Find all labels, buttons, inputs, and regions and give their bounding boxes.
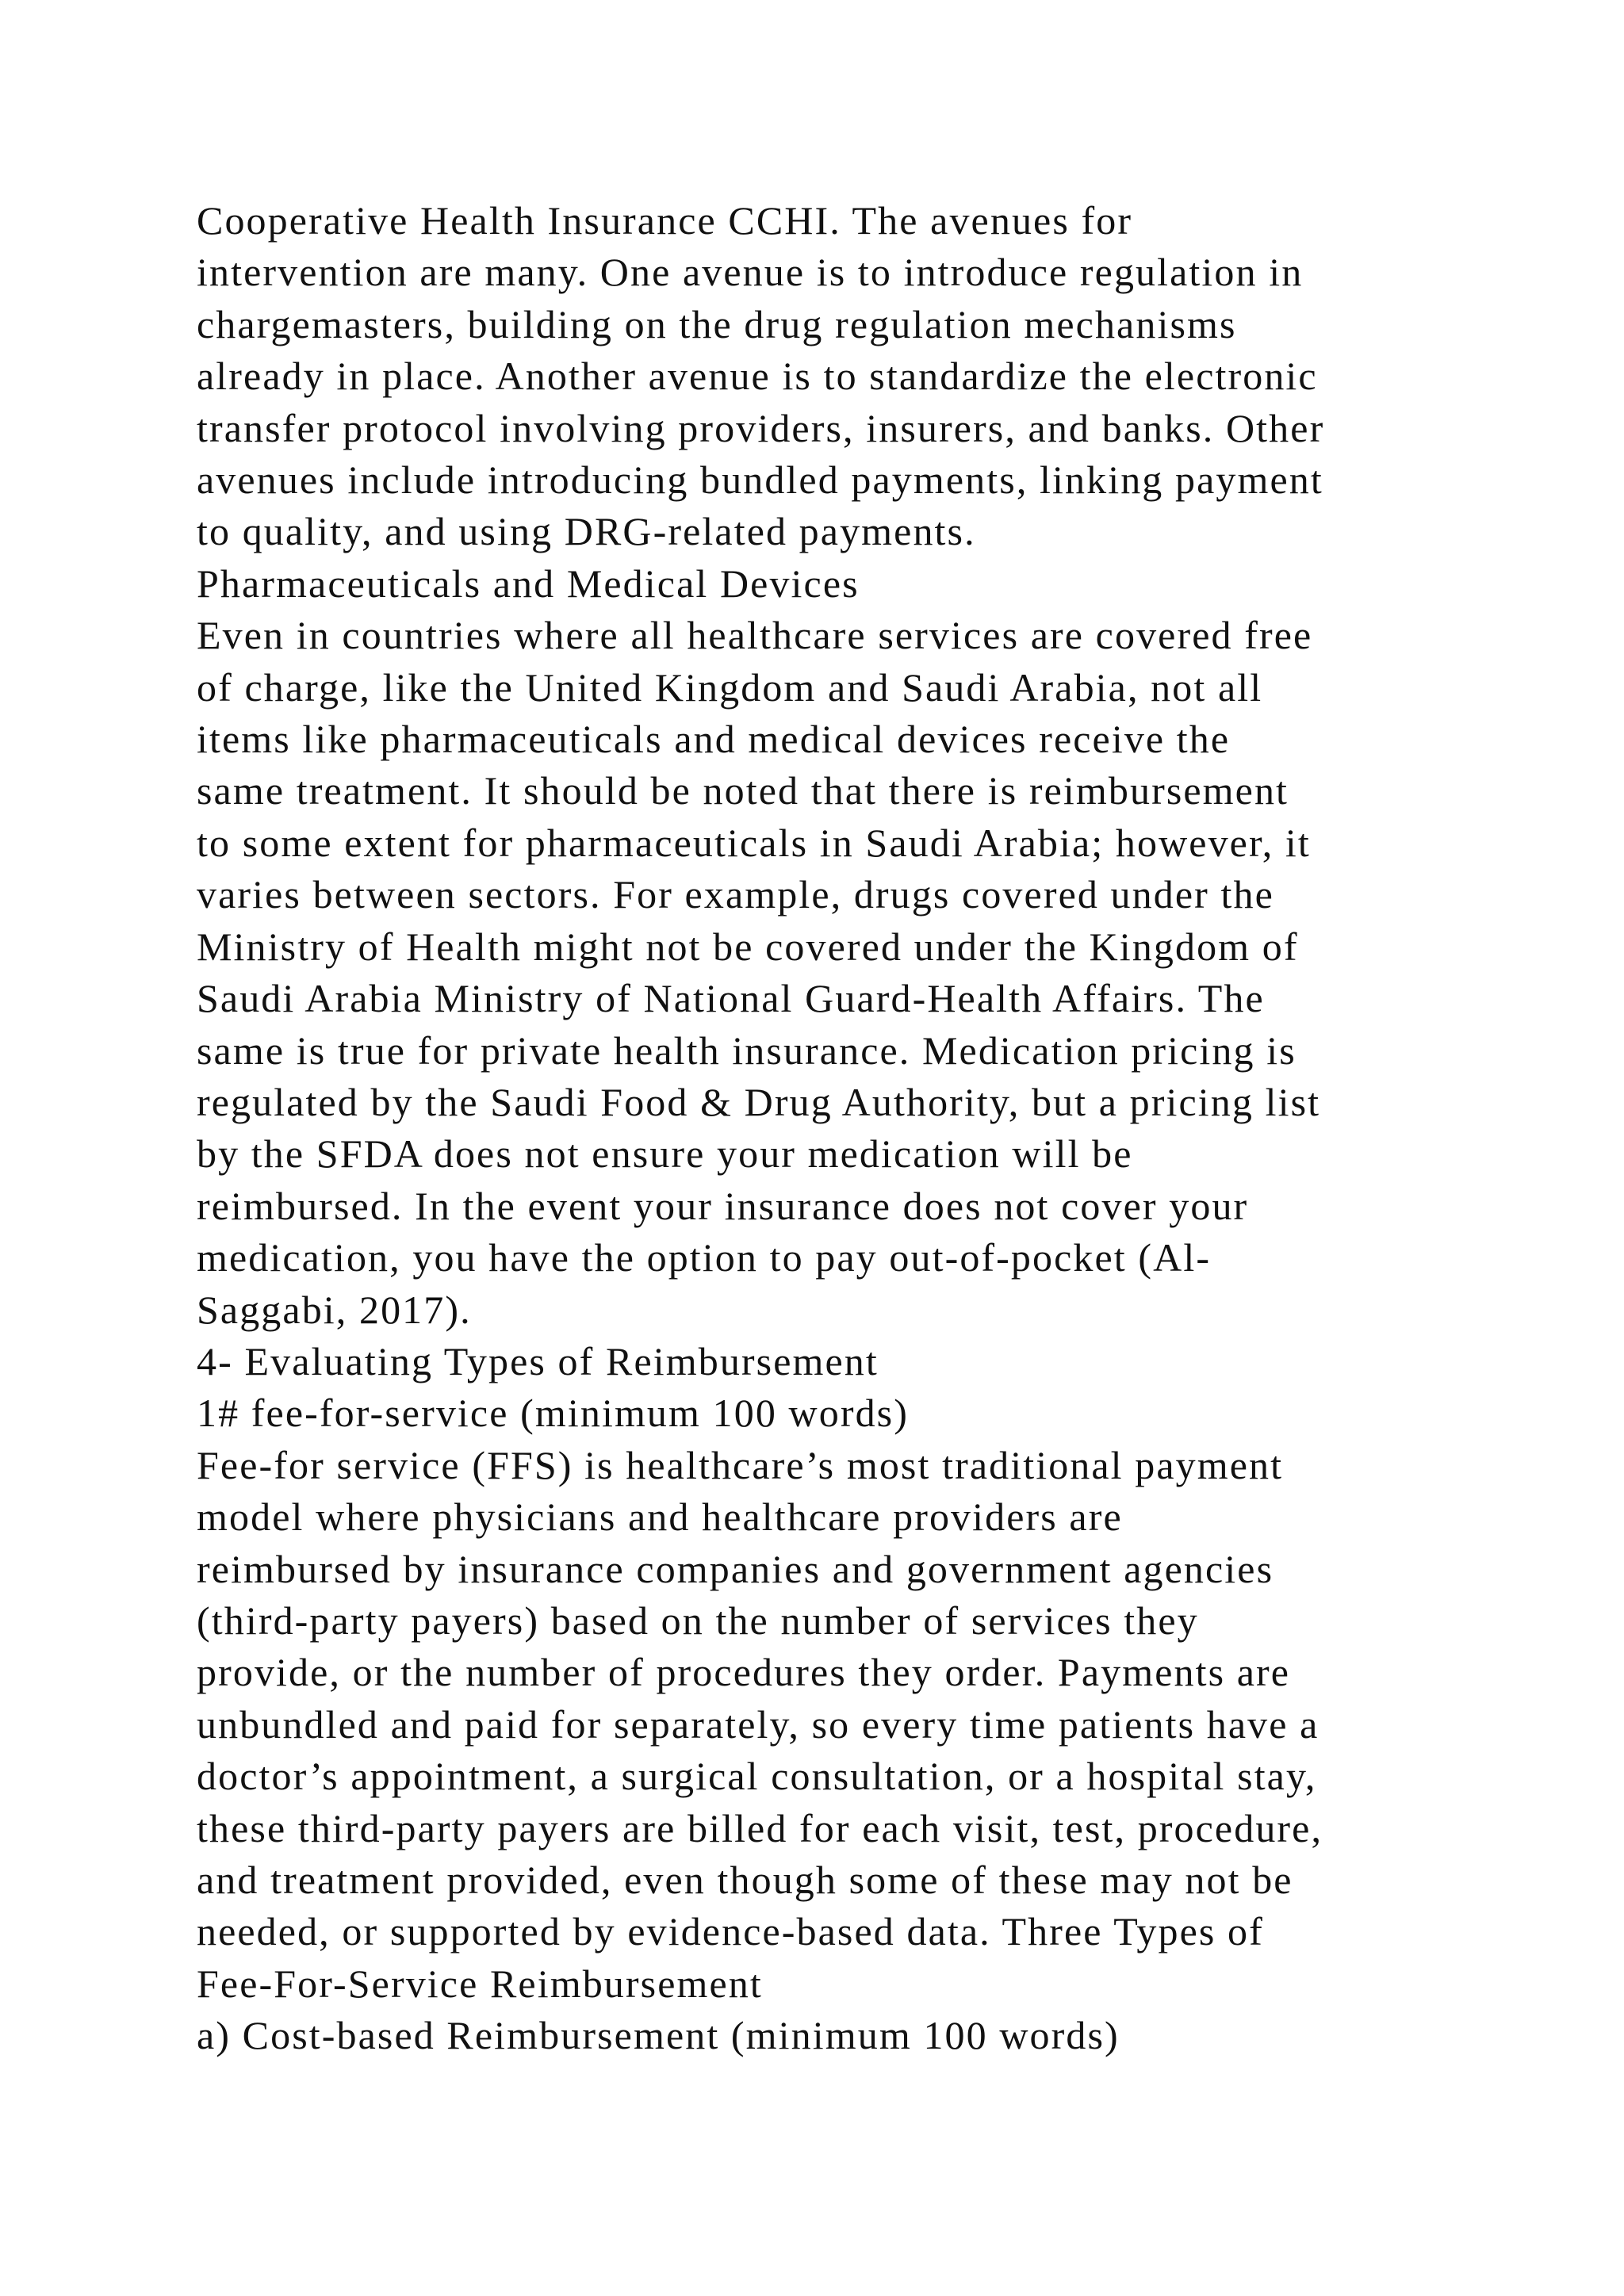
- section-heading: Pharmaceuticals and Medical Devices: [197, 561, 860, 606]
- paragraph-line: Fee-for service (FFS) is healthcare’s most traditional payment: [197, 1442, 1284, 1487]
- paragraph-line: already in place. Another avenue is to standardize the electronic: [197, 354, 1318, 399]
- paragraph-line: by the SFDA does not ensure your medication will be: [197, 1131, 1133, 1177]
- paragraph-line: doctor’s appointment, a surgical consultation, or a hospital stay,: [197, 1754, 1317, 1799]
- paragraph-line: needed, or supported by evidence-based data. Three Types of: [197, 1909, 1264, 1954]
- paragraph-line: to some extent for pharmaceuticals in Saudi Arabia; however, it: [197, 820, 1311, 865]
- paragraph-line: medication, you have the option to pay out-of-pocket (Al-: [197, 1235, 1212, 1280]
- paragraph-line: to quality, and using DRG-related payments.: [197, 509, 976, 554]
- paragraph-line: intervention are many. One avenue is to introduce regulation in: [197, 250, 1304, 295]
- paragraph-line: regulated by the Saudi Food & Drug Authority, but a pricing list: [197, 1079, 1321, 1124]
- paragraph-line: Saggabi, 2017).: [197, 1287, 472, 1332]
- paragraph-line: avenues include introducing bundled payments, linking payment: [197, 457, 1323, 503]
- paragraph-line: these third-party payers are billed for each visit, test, procedure,: [197, 1805, 1323, 1850]
- paragraph-line: reimbursed. In the event your insurance does not cover your: [197, 1183, 1249, 1228]
- paragraph-line: (third-party payers) based on the number of services they: [197, 1598, 1199, 1643]
- paragraph-line: items like pharmaceuticals and medical devices receive the: [197, 717, 1231, 762]
- paragraph-line: transfer protocol involving providers, insurers, and banks. Other: [197, 405, 1325, 450]
- paragraph-line: same treatment. It should be noted that there is reimbursement: [197, 768, 1289, 813]
- paragraph-line: model where physicians and healthcare providers are: [197, 1494, 1123, 1540]
- paragraph-line: Cooperative Health Insurance CCHI. The avenues for: [197, 198, 1133, 243]
- paragraph-line: Saudi Arabia Ministry of National Guard-Health Affairs. The: [197, 976, 1265, 1021]
- paragraph-line: chargemasters, building on the drug regulation mechanisms: [197, 301, 1237, 346]
- subsection-heading: a) Cost-based Reimbursement (minimum 100 words): [197, 2013, 1120, 2058]
- paragraph-line: unbundled and paid for separately, so every time patients have a: [197, 1701, 1320, 1747]
- paragraph-line: same is true for private health insurance. Medication pricing is: [197, 1027, 1297, 1073]
- paragraph-line: Ministry of Health might not be covered under the Kingdom of: [197, 924, 1299, 969]
- document-body: [197, 195, 1497, 2062]
- subsection-heading: 1# fee-for-service (minimum 100 words): [197, 1391, 909, 1436]
- paragraph-line: reimbursed by insurance companies and government agencies: [197, 1546, 1274, 1591]
- paragraph-line: provide, or the number of procedures they order. Payments are: [197, 1650, 1291, 1695]
- section-heading: 4- Evaluating Types of Reimbursement: [197, 1338, 879, 1383]
- paragraph-line: and treatment provided, even though some of these may not be: [197, 1858, 1293, 1902]
- paragraph-line: Even in countries where all healthcare services are covered free: [197, 613, 1313, 658]
- paragraph-line: of charge, like the United Kingdom and Saudi Arabia, not all: [197, 664, 1263, 710]
- paragraph-line: varies between sectors. For example, drugs covered under the: [197, 872, 1274, 917]
- paragraph-line: Fee-For-Service Reimbursement: [197, 1961, 763, 2006]
